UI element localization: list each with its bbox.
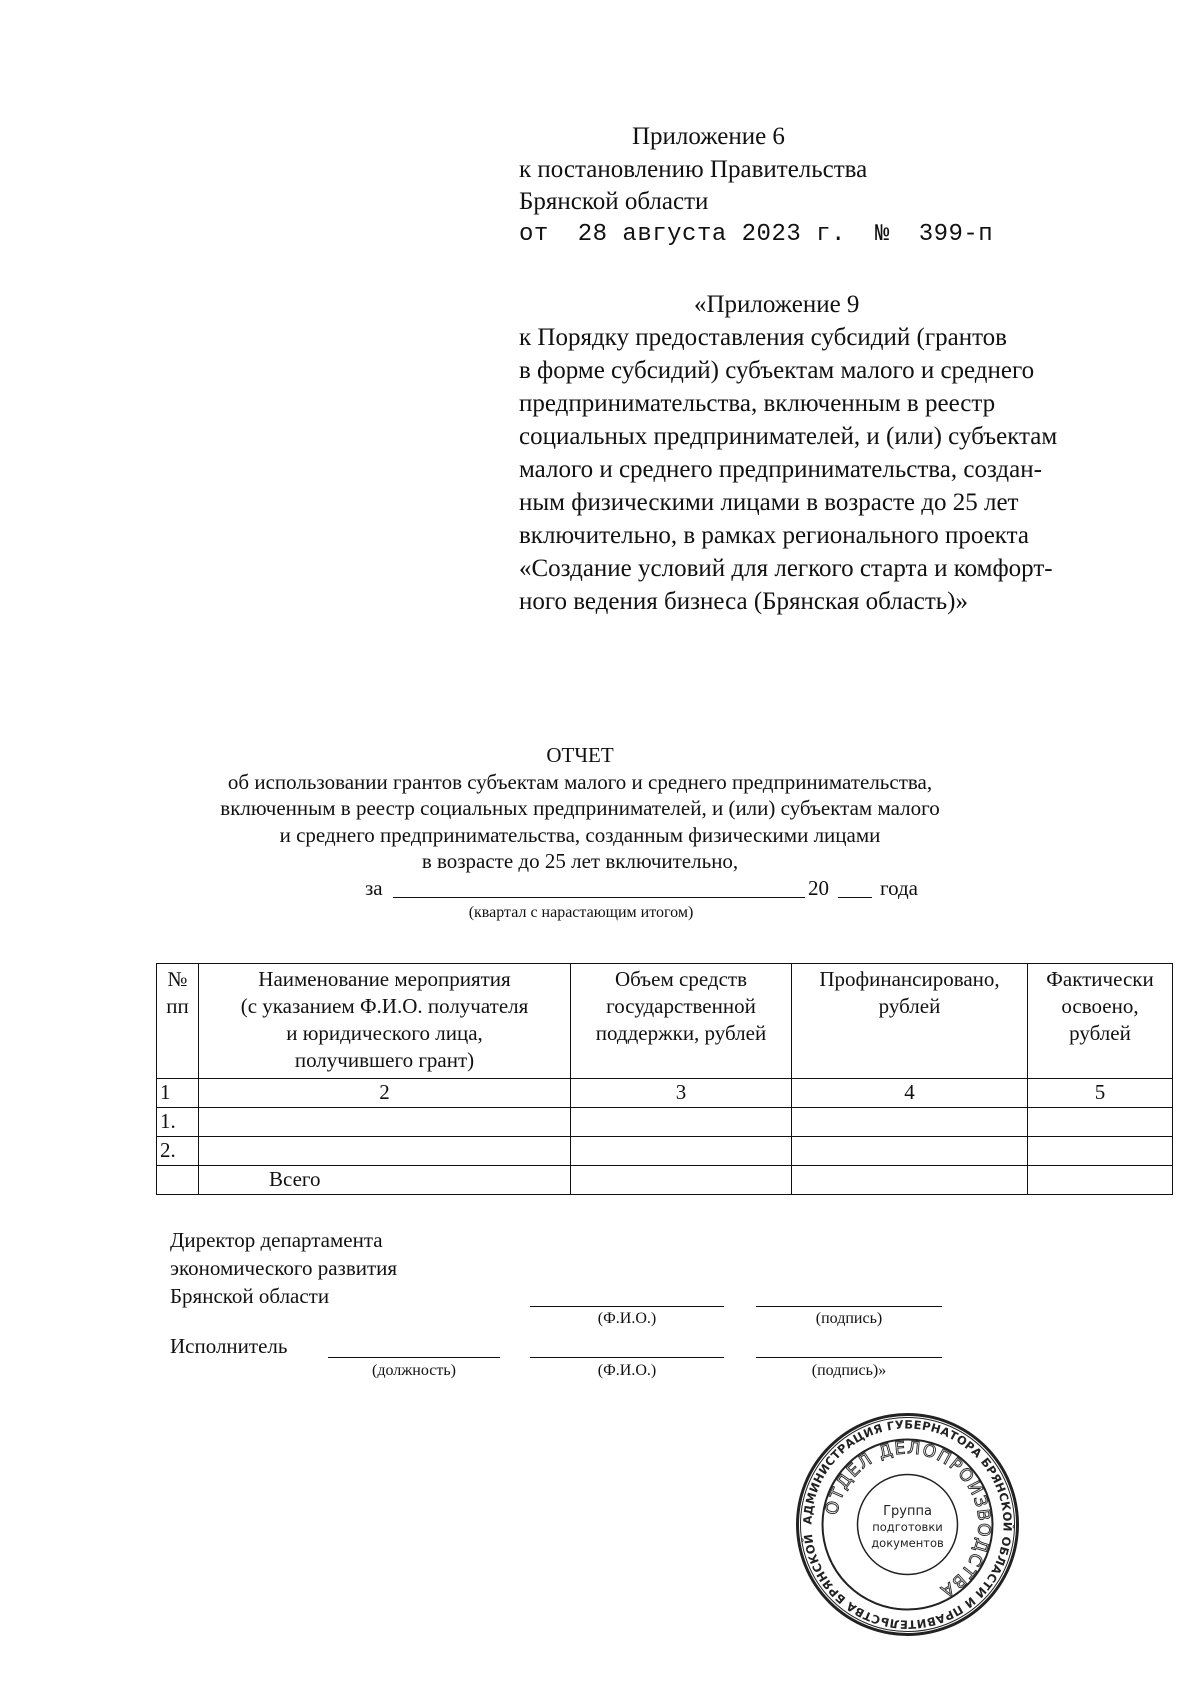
table-row xyxy=(157,1108,1173,1137)
svg-text:документов: документов xyxy=(871,1536,944,1550)
decree-prefix: от xyxy=(519,220,549,248)
period-blank[interactable] xyxy=(393,897,805,898)
row-number xyxy=(157,1166,199,1195)
year-suffix: года xyxy=(880,875,918,900)
executor-position-caption: (должность) xyxy=(372,1362,456,1379)
column-number: 5 xyxy=(1028,1079,1173,1108)
column-number: 4 xyxy=(792,1079,1028,1108)
financed-cell[interactable] xyxy=(792,1108,1028,1137)
appendix-9-header xyxy=(519,288,1057,618)
total-label: Всего xyxy=(199,1166,571,1195)
event-name-cell[interactable] xyxy=(199,1137,571,1166)
executor-fio-caption: (Ф.И.О.) xyxy=(597,1362,657,1379)
decree-number-sign: № xyxy=(874,220,890,248)
column-header-financed: Профинансировано, рублей xyxy=(792,964,1028,1079)
period-prefix: за xyxy=(365,875,383,900)
spent-cell[interactable] xyxy=(1028,1137,1173,1166)
decree-date: 28 августа 2023 г. xyxy=(577,220,846,248)
column-number: 1 xyxy=(157,1079,199,1108)
decree-line xyxy=(519,219,1007,252)
event-name-cell[interactable] xyxy=(199,1108,571,1137)
appendix-6-header xyxy=(519,121,1007,251)
spent-total-cell[interactable] xyxy=(1028,1166,1173,1195)
column-header-event-name: Наименование мероприятия (с указанием Ф.И.О. получателя и юридического лица, получившего грант) xyxy=(199,964,571,1079)
year-blank[interactable] xyxy=(838,897,872,898)
appendix-9-line: ного ведения бизнеса (Брянская область)» xyxy=(519,588,969,615)
director-title-line: экономического развития xyxy=(170,1256,398,1280)
director-fio-caption: (Ф.И.О.) xyxy=(597,1310,657,1327)
appendix-6-line-1: к постановлению Правительства xyxy=(519,155,868,183)
column-header-actually-spent: Фактически освоено, рублей xyxy=(1028,964,1173,1079)
financed-total-cell[interactable] xyxy=(792,1166,1028,1195)
appendix-9-line: предпринимательства, включенным в реестр xyxy=(519,390,996,417)
appendix-9-line: включительно, в рамках регионального проекта xyxy=(519,522,1029,549)
executor-label: Исполнитель xyxy=(170,1334,288,1358)
svg-text:Группа: Группа xyxy=(883,1504,932,1519)
director-title-line: Директор департамента xyxy=(170,1228,383,1252)
report-subtitle-line: включенным в реестр социальных предпринимателей, и (или) субъектам малого xyxy=(220,796,940,820)
support-amount-cell[interactable] xyxy=(571,1108,792,1137)
report-heading xyxy=(140,742,1020,923)
director-signature-caption: (подпись) xyxy=(815,1310,883,1327)
row-number: 2. xyxy=(157,1137,199,1166)
executor-position-line[interactable] xyxy=(328,1357,500,1358)
decree-number: 399-п xyxy=(918,220,994,248)
svg-text:ОТДЕЛ ДЕЛОПРОИЗВОДСТВА: ОТДЕЛ ДЕЛОПРОИЗВОДСТВА xyxy=(822,1438,994,1602)
report-period-line xyxy=(140,875,1020,903)
appendix-9-line: социальных предпринимателей, и (или) субъектам xyxy=(519,423,1058,450)
stamp-seal-icon xyxy=(795,1412,1020,1637)
period-caption: (квартал с нарастающим итогом) xyxy=(468,903,694,921)
grant-report-table xyxy=(156,963,1173,1195)
appendix-6-line-2: Брянской области xyxy=(519,188,709,215)
table-row-total xyxy=(157,1166,1173,1195)
director-signature-line[interactable] xyxy=(756,1306,942,1307)
executor-signature-line[interactable] xyxy=(756,1357,942,1358)
year-prefix: 20 xyxy=(808,875,829,900)
column-number: 2 xyxy=(199,1079,571,1108)
spent-cell[interactable] xyxy=(1028,1108,1173,1137)
table-header-row xyxy=(157,964,1173,1079)
appendix-6-title: Приложение 6 xyxy=(632,123,785,150)
director-title-line: Брянской области xyxy=(170,1284,330,1308)
appendix-9-line: ным физическими лицами в возрасте до 25 лет xyxy=(519,489,1019,516)
report-subtitle-line: об использовании грантов субъектам малого и среднего предпринимательства, xyxy=(227,769,933,794)
column-number: 3 xyxy=(571,1079,792,1108)
svg-text:подготовки: подготовки xyxy=(872,1520,943,1534)
financed-cell[interactable] xyxy=(792,1137,1028,1166)
report-subtitle-line: и среднего предпринимательства, созданным физическими лицами xyxy=(279,822,881,847)
report-subtitle-line: в возрасте до 25 лет включительно, xyxy=(421,849,739,873)
official-stamp xyxy=(795,1412,1020,1637)
executor-fio-line[interactable] xyxy=(530,1357,724,1358)
support-amount-total-cell[interactable] xyxy=(571,1166,792,1195)
column-header-number: № пп xyxy=(157,964,199,1079)
svg-text:АДМИНИСТРАЦИЯ ГУБЕРНАТОРА БРЯН: АДМИНИСТРАЦИЯ ГУБЕРНАТОРА БРЯНСКОЙ ОБЛАСТИ И ПРАВИТЕЛЬСТВА БРЯНСКОЙ xyxy=(800,1417,1015,1632)
appendix-9-line: малого и среднего предпринимательства, создан- xyxy=(519,456,1042,483)
report-title: ОТЧЕТ xyxy=(546,743,614,767)
column-number-row xyxy=(157,1079,1173,1108)
column-header-support-amount: Объем средств государственной поддержки, рублей xyxy=(571,964,792,1079)
executor-signature-caption: (подпись)» xyxy=(811,1362,887,1379)
appendix-9-title: «Приложение 9 xyxy=(694,291,860,318)
appendix-9-line: к Порядку предоставления субсидий (грантов xyxy=(519,324,1007,351)
appendix-9-line: «Создание условий для легкого старта и комфорт- xyxy=(519,555,1053,582)
director-fio-line[interactable] xyxy=(530,1306,724,1307)
support-amount-cell[interactable] xyxy=(571,1137,792,1166)
director-signature-block xyxy=(170,1226,397,1310)
appendix-9-line: в форме субсидий) субъектам малого и среднего xyxy=(519,357,1035,384)
table-row xyxy=(157,1137,1173,1166)
row-number: 1. xyxy=(157,1108,199,1137)
